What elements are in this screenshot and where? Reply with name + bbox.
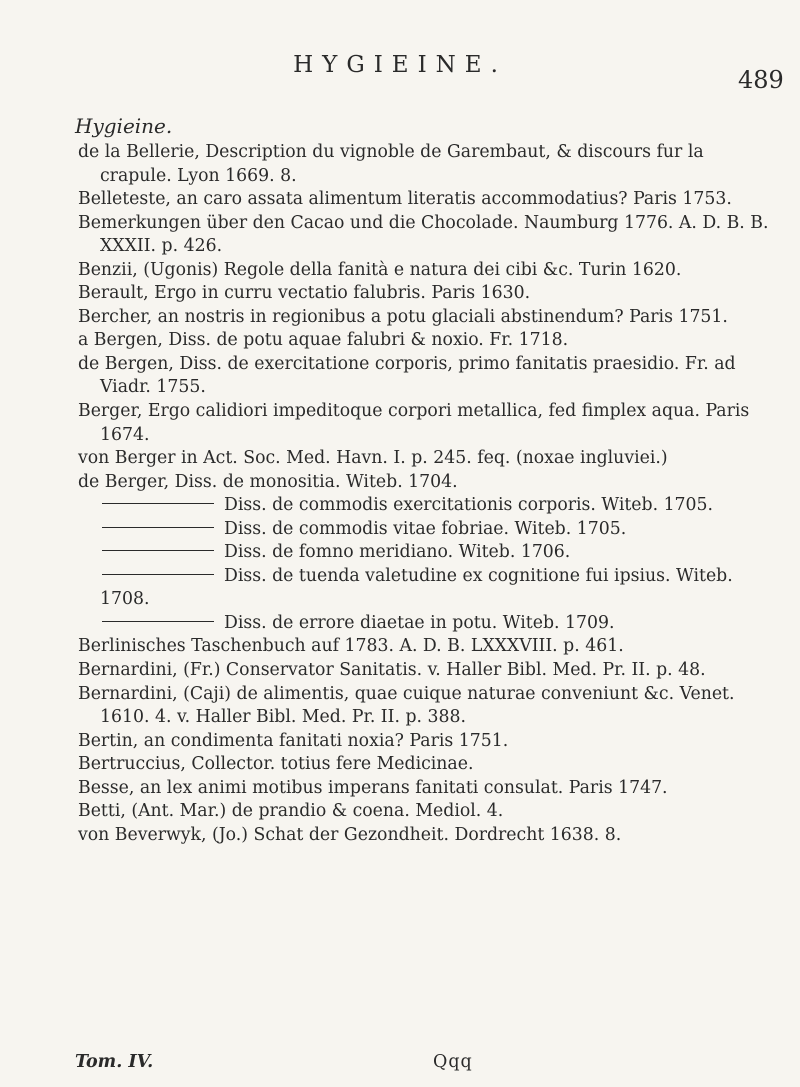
bibliography-entry: Berlinisches Taschenbuch auf 1783. A. D. B. LXXXVIII. p. 461. xyxy=(78,636,624,657)
bibliography-entry: Benzii, (Ugonis) Regole della fanità e natura dei cibi &c. Turin 1620. xyxy=(78,259,682,280)
ditto-dash xyxy=(102,574,214,575)
bibliography-entry: Diss. de fomno meridiano. Witeb. 1706. xyxy=(78,541,778,565)
bibliography-entry: Diss. de commodis vitae fobriae. Witeb. 1705. xyxy=(78,518,778,542)
bibliography-entry: von Beverwyk, (Jo.) Schat der Gezondheit. Dordrecht 1638. 8. xyxy=(78,824,622,845)
ditto-dash xyxy=(102,503,214,504)
bibliography-entry: Bemerkungen über den Cacao und die Chocolade. Naumburg 1776. A. D. B. B. XXXII. p. 426. xyxy=(78,212,769,257)
page-number: 489 xyxy=(738,66,784,94)
bibliography-entry: Diss. de commodis exercitationis corporis. Witeb. 1705. xyxy=(78,494,778,518)
bibliography-entry: Bercher, an nostris in regionibus a potu glaciali abstinendum? Paris 1751. xyxy=(78,306,728,327)
bibliography-entry: Diss. de tuenda valetudine ex cognitione fui ipsius. Witeb. 1708. xyxy=(100,565,733,610)
bibliography-entry: Bertruccius, Collector. totius fere Medicinae. xyxy=(78,754,474,775)
bibliography-entry: Bernardini, (Caji) de alimentis, quae cuique naturae conveniunt &c. Venet. 1610. 4. v. Haller Bibl. Med. Pr. II. p. 388. xyxy=(78,683,735,728)
bibliography-entry: Berault, Ergo in curru vectatio falubris. Paris 1630. xyxy=(78,283,531,304)
bibliography-entry: Besse, an lex animi motibus imperans fanitati consulat. Paris 1747. xyxy=(78,777,668,798)
bibliography-entry: von Berger in Act. Soc. Med. Havn. I. p. 245. feq. (noxae ingluviei.) xyxy=(78,448,668,469)
signature-mark: Qqq xyxy=(433,1052,473,1072)
page-footer xyxy=(75,1052,535,1072)
bibliography-list xyxy=(78,141,778,847)
bibliography-entry: de Bergen, Diss. de exercitatione corporis, primo fanitatis praesidio. Fr. ad Viadr. 1755. xyxy=(78,353,736,398)
running-head: HYGIEINE. xyxy=(293,52,507,78)
bibliography-entry: de Berger, Diss. de monositia. Witeb. 1704. xyxy=(78,471,458,492)
section-title: Hygieine. xyxy=(75,114,173,138)
bibliography-entry: a Bergen, Diss. de potu aquae falubri & noxio. Fr. 1718. xyxy=(78,330,569,351)
bibliography-entry: Betti, (Ant. Mar.) de prandio & coena. Mediol. 4. xyxy=(78,801,504,822)
bibliography-entry: Belleteste, an caro assata alimentum literatis accommodatius? Paris 1753. xyxy=(78,189,732,210)
bibliography-entry: Berger, Ergo calidiori impeditoque corpori metallica, fed fimplex aqua. Paris 1674. xyxy=(78,401,750,445)
bibliography-entry: de la Bellerie, Description du vignoble de Garembaut, & discours fur la crapule. Lyon 1669. 8. xyxy=(78,142,704,186)
ditto-dash xyxy=(102,527,214,528)
ditto-dash xyxy=(102,550,214,551)
bibliography-entry: Bertin, an condimenta fanitati noxia? Paris 1751. xyxy=(78,730,509,751)
volume-label: Tom. IV. xyxy=(75,1052,154,1072)
bibliography-entry: Bernardini, (Fr.) Conservator Sanitatis. v. Haller Bibl. Med. Pr. II. p. 48. xyxy=(78,660,706,681)
ditto-dash xyxy=(102,621,214,622)
bibliography-entry: Diss. de errore diaetae in potu. Witeb. 1709. xyxy=(78,612,778,636)
